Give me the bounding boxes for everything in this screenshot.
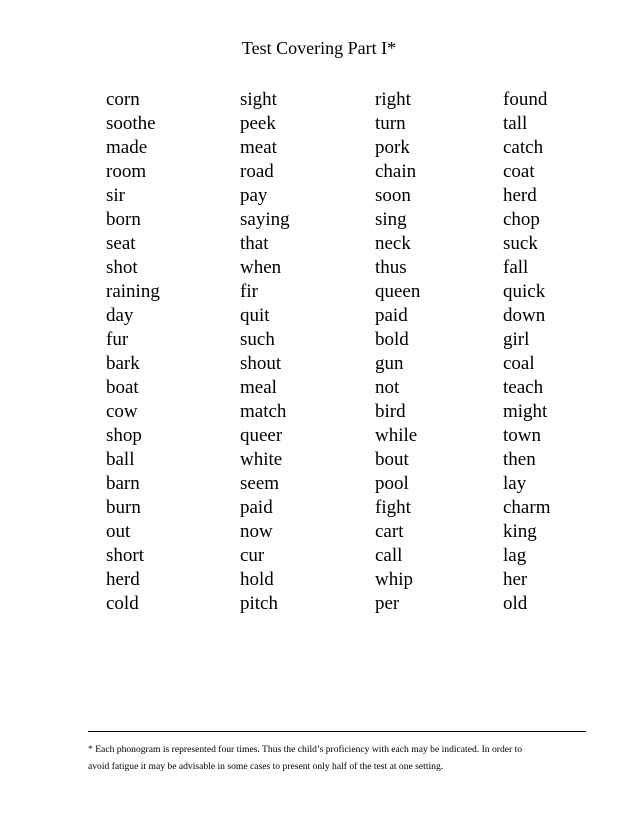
word-column-4 bbox=[503, 88, 633, 616]
word: shop bbox=[106, 425, 142, 446]
word: chop bbox=[503, 209, 540, 230]
word: when bbox=[240, 257, 282, 278]
word: bark bbox=[106, 353, 140, 374]
word: short bbox=[106, 545, 144, 566]
word: road bbox=[240, 161, 274, 182]
word: fur bbox=[106, 329, 129, 350]
word: teach bbox=[503, 377, 544, 398]
word: pitch bbox=[240, 593, 278, 614]
word: peek bbox=[240, 113, 276, 134]
word: while bbox=[375, 425, 418, 446]
word: girl bbox=[503, 329, 530, 350]
word: seem bbox=[240, 473, 280, 494]
word: queen bbox=[375, 281, 421, 302]
word-column-2 bbox=[240, 88, 370, 616]
word: shot bbox=[106, 257, 138, 278]
word: pool bbox=[375, 473, 409, 494]
word: boat bbox=[106, 377, 139, 398]
word: now bbox=[240, 521, 273, 542]
word: quick bbox=[503, 281, 546, 302]
word: town bbox=[503, 425, 541, 446]
word: found bbox=[503, 89, 548, 110]
word: lag bbox=[503, 545, 527, 566]
word: cart bbox=[375, 521, 404, 542]
word: born bbox=[106, 209, 141, 230]
word: bird bbox=[375, 401, 406, 422]
word: then bbox=[503, 449, 536, 470]
word: barn bbox=[106, 473, 140, 494]
word: sir bbox=[106, 185, 125, 206]
word: right bbox=[375, 89, 411, 110]
word: quit bbox=[240, 305, 270, 326]
word: tall bbox=[503, 113, 528, 134]
word: white bbox=[240, 449, 283, 470]
footnote-divider bbox=[88, 731, 586, 732]
word-column-3 bbox=[375, 88, 505, 616]
word: made bbox=[106, 137, 148, 158]
word: catch bbox=[503, 137, 544, 158]
word: gun bbox=[375, 353, 404, 374]
word: turn bbox=[375, 113, 406, 134]
word: room bbox=[106, 161, 147, 182]
footnote-line: * Each phonogram is represented four times. Thus the child’s proficiency with each may be indicated. In order to bbox=[88, 744, 523, 755]
word-column-1 bbox=[106, 88, 236, 616]
word: soothe bbox=[106, 113, 156, 134]
word: bout bbox=[375, 449, 409, 470]
word: neck bbox=[375, 233, 411, 254]
word: queer bbox=[240, 425, 283, 446]
word: match bbox=[240, 401, 287, 422]
word: suck bbox=[503, 233, 538, 254]
word: hold bbox=[240, 569, 274, 590]
word: fight bbox=[375, 497, 411, 518]
word: cold bbox=[106, 593, 139, 614]
word: saying bbox=[240, 209, 290, 230]
word: seat bbox=[106, 233, 136, 254]
word: coal bbox=[503, 353, 535, 374]
word: herd bbox=[503, 185, 537, 206]
word: whip bbox=[375, 569, 413, 590]
word: cur bbox=[240, 545, 265, 566]
word: day bbox=[106, 305, 134, 326]
word: per bbox=[375, 593, 400, 614]
word: that bbox=[240, 233, 269, 254]
word: lay bbox=[503, 473, 527, 494]
word: thus bbox=[375, 257, 407, 278]
word: raining bbox=[106, 281, 160, 302]
word: chain bbox=[375, 161, 417, 182]
footnote bbox=[88, 741, 588, 775]
word: sight bbox=[240, 89, 277, 110]
word: bold bbox=[375, 329, 409, 350]
word: shout bbox=[240, 353, 282, 374]
word: might bbox=[503, 401, 548, 422]
word: her bbox=[503, 569, 528, 590]
word: such bbox=[240, 329, 275, 350]
word: call bbox=[375, 545, 403, 566]
word: burn bbox=[106, 497, 141, 518]
page-title: Test Covering Part I* bbox=[241, 38, 397, 58]
word: out bbox=[106, 521, 131, 542]
word: king bbox=[503, 521, 537, 542]
word: down bbox=[503, 305, 546, 326]
word: meal bbox=[240, 377, 277, 398]
word: corn bbox=[106, 89, 140, 110]
word: cow bbox=[106, 401, 138, 422]
word: herd bbox=[106, 569, 140, 590]
word: meat bbox=[240, 137, 277, 158]
word: old bbox=[503, 593, 528, 614]
word: paid bbox=[240, 497, 273, 518]
word: ball bbox=[106, 449, 135, 470]
word: sing bbox=[375, 209, 407, 230]
word: soon bbox=[375, 185, 411, 206]
word: fir bbox=[240, 281, 258, 302]
word: charm bbox=[503, 497, 551, 518]
word: coat bbox=[503, 161, 535, 182]
word: pork bbox=[375, 137, 410, 158]
word: paid bbox=[375, 305, 408, 326]
word: fall bbox=[503, 257, 529, 278]
word: not bbox=[375, 377, 400, 398]
word: pay bbox=[240, 185, 268, 206]
footnote-line: avoid fatigue it may be advisable in some cases to present only half of the test at one setting. bbox=[88, 761, 444, 772]
